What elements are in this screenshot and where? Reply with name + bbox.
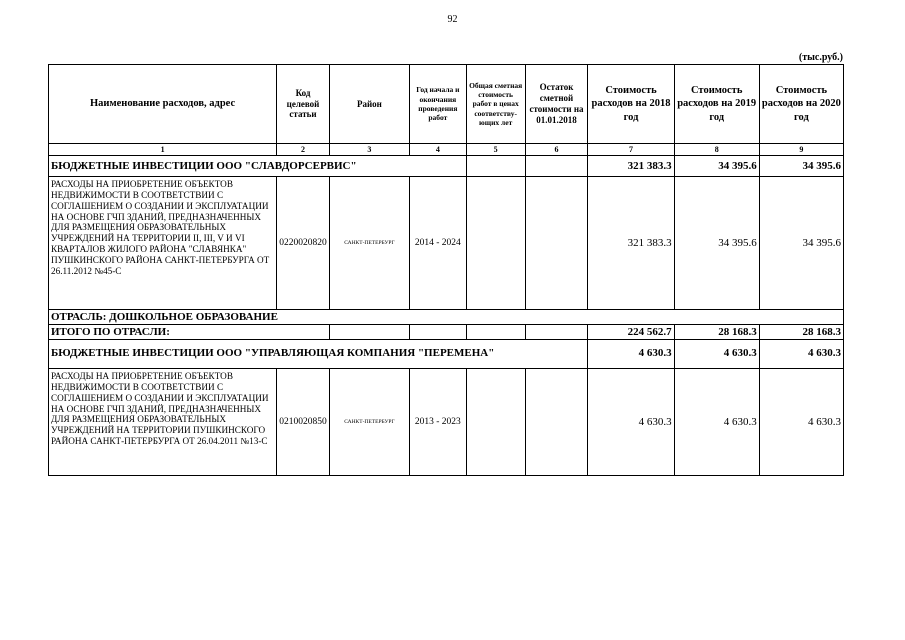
cost-2019: 34 395.6 <box>674 177 759 310</box>
cost-2020: 4 630.3 <box>759 369 843 476</box>
cost-2019: 34 395.6 <box>674 156 759 177</box>
item-row-pushkin <box>49 369 844 476</box>
empty-cell <box>466 369 525 476</box>
cost-2020: 4 630.3 <box>759 340 843 369</box>
empty-cell <box>466 156 525 177</box>
item-district: САНКТ-ПЕТЕРБУРГ <box>329 177 409 310</box>
cost-2019: 4 630.3 <box>674 340 759 369</box>
header-cost-2019: Стоимость расходов на 2019 год <box>674 65 759 144</box>
section-title: БЮДЖЕТНЫЕ ИНВЕСТИЦИИ ООО "СЛАВДОРСЕРВИС" <box>49 156 467 177</box>
column-number: 5 <box>466 144 525 156</box>
cost-2020: 34 395.6 <box>759 177 843 310</box>
industry-total-title: ИТОГО ПО ОТРАСЛИ: <box>49 325 330 340</box>
column-number: 2 <box>277 144 330 156</box>
item-description: РАСХОДЫ НА ПРИОБРЕТЕНИЕ ОБЪЕКТОВ НЕДВИЖИМОСТИ В СООТВЕТСТВИИ С СОГЛАШЕНИЕМ О СОЗДАНИИ И ЭКСПЛУАТАЦИИ НА ОСНОВЕ ГЧП ЗДАНИЙ, ПРЕДНАЗНАЧЕННЫХ ДЛЯ РАЗМЕЩЕНИЯ ОБРАЗОВАТЕЛЬНЫХ УЧРЕЖДЕНИЙ НА ТЕРРИТОРИИ II, III, V И VI КВАРТАЛОВ ЖИЛОГО РАЙОНА "СЛАВЯНКА" ПУШКИНСКОГО РАЙОНА САНКТ-ПЕТЕРБУРГА ОТ 26.11.2012 №45-С <box>49 177 277 310</box>
cost-2019: 4 630.3 <box>674 369 759 476</box>
empty-cell <box>525 177 588 310</box>
empty-cell <box>525 369 588 476</box>
header-district: Район <box>329 65 409 144</box>
industry-row <box>49 310 844 325</box>
header-cost-2018: Стоимость расходов на 2018 год <box>588 65 674 144</box>
item-row-slavyanka <box>49 177 844 310</box>
section-title: БЮДЖЕТНЫЕ ИНВЕСТИЦИИ ООО "УПРАВЛЯЮЩАЯ КОМПАНИЯ "ПЕРЕМЕНА" <box>49 340 588 369</box>
column-number: 3 <box>329 144 409 156</box>
header-years: Год начала и окончания проведения работ <box>409 65 466 144</box>
budget-table <box>48 64 844 476</box>
header-remaining: Остаток сметной стоимости на 01.01.2018 <box>525 65 588 144</box>
cost-2020: 34 395.6 <box>759 156 843 177</box>
column-number: 1 <box>49 144 277 156</box>
industry-title: ОТРАСЛЬ: ДОШКОЛЬНОЕ ОБРАЗОВАНИЕ <box>49 310 844 325</box>
item-description: РАСХОДЫ НА ПРИОБРЕТЕНИЕ ОБЪЕКТОВ НЕДВИЖИМОСТИ В СООТВЕТСТВИИ С СОГЛАШЕНИЕМ О СОЗДАНИИ И ЭКСПЛУАТАЦИИ НА ОСНОВЕ ГЧП ЗДАНИЙ, ПРЕДНАЗНАЧЕННЫХ ДЛЯ РАЗМЕЩЕНИЯ ОБРАЗОВАТЕЛЬНЫХ УЧРЕЖДЕНИЙ НА ТЕРРИТОРИИ ПУШКИНСКОГО РАЙОНА САНКТ-ПЕТЕРБУРГА ОТ 26.04.2011 №13-С <box>49 369 277 476</box>
header-row <box>49 65 844 144</box>
column-number: 9 <box>759 144 843 156</box>
empty-cell <box>329 325 409 340</box>
unit-label: (тыс.руб.) <box>798 52 843 63</box>
empty-cell <box>525 325 588 340</box>
empty-cell <box>409 325 466 340</box>
header-cost-2020: Стоимость расходов на 2020 год <box>759 65 843 144</box>
empty-cell <box>466 177 525 310</box>
item-years: 2014 - 2024 <box>409 177 466 310</box>
item-district: САНКТ-ПЕТЕРБУРГ <box>329 369 409 476</box>
column-number: 8 <box>674 144 759 156</box>
item-code: 0210020850 <box>277 369 330 476</box>
empty-cell <box>525 156 588 177</box>
cost-2020: 28 168.3 <box>759 325 843 340</box>
cost-2018: 321 383.3 <box>588 177 674 310</box>
header-name: Наименование расходов, адрес <box>49 65 277 144</box>
cost-2019: 28 168.3 <box>674 325 759 340</box>
item-code: 0220020820 <box>277 177 330 310</box>
cost-2018: 224 562.7 <box>588 325 674 340</box>
empty-cell <box>466 325 525 340</box>
header-total-cost: Общая сметная стоимость работ в ценах соответству-ющих лет <box>466 65 525 144</box>
section-row-slavdorservis <box>49 156 844 177</box>
header-code: Код целевой статьи <box>277 65 330 144</box>
column-number: 6 <box>525 144 588 156</box>
cost-2018: 321 383.3 <box>588 156 674 177</box>
industry-total-row <box>49 325 844 340</box>
cost-2018: 4 630.3 <box>588 340 674 369</box>
column-number: 4 <box>409 144 466 156</box>
column-number: 7 <box>588 144 674 156</box>
item-years: 2013 - 2023 <box>409 369 466 476</box>
cost-2018: 4 630.3 <box>588 369 674 476</box>
page-number: 92 <box>447 14 458 25</box>
column-number-row <box>49 144 844 156</box>
section-row-peremena <box>49 340 844 369</box>
